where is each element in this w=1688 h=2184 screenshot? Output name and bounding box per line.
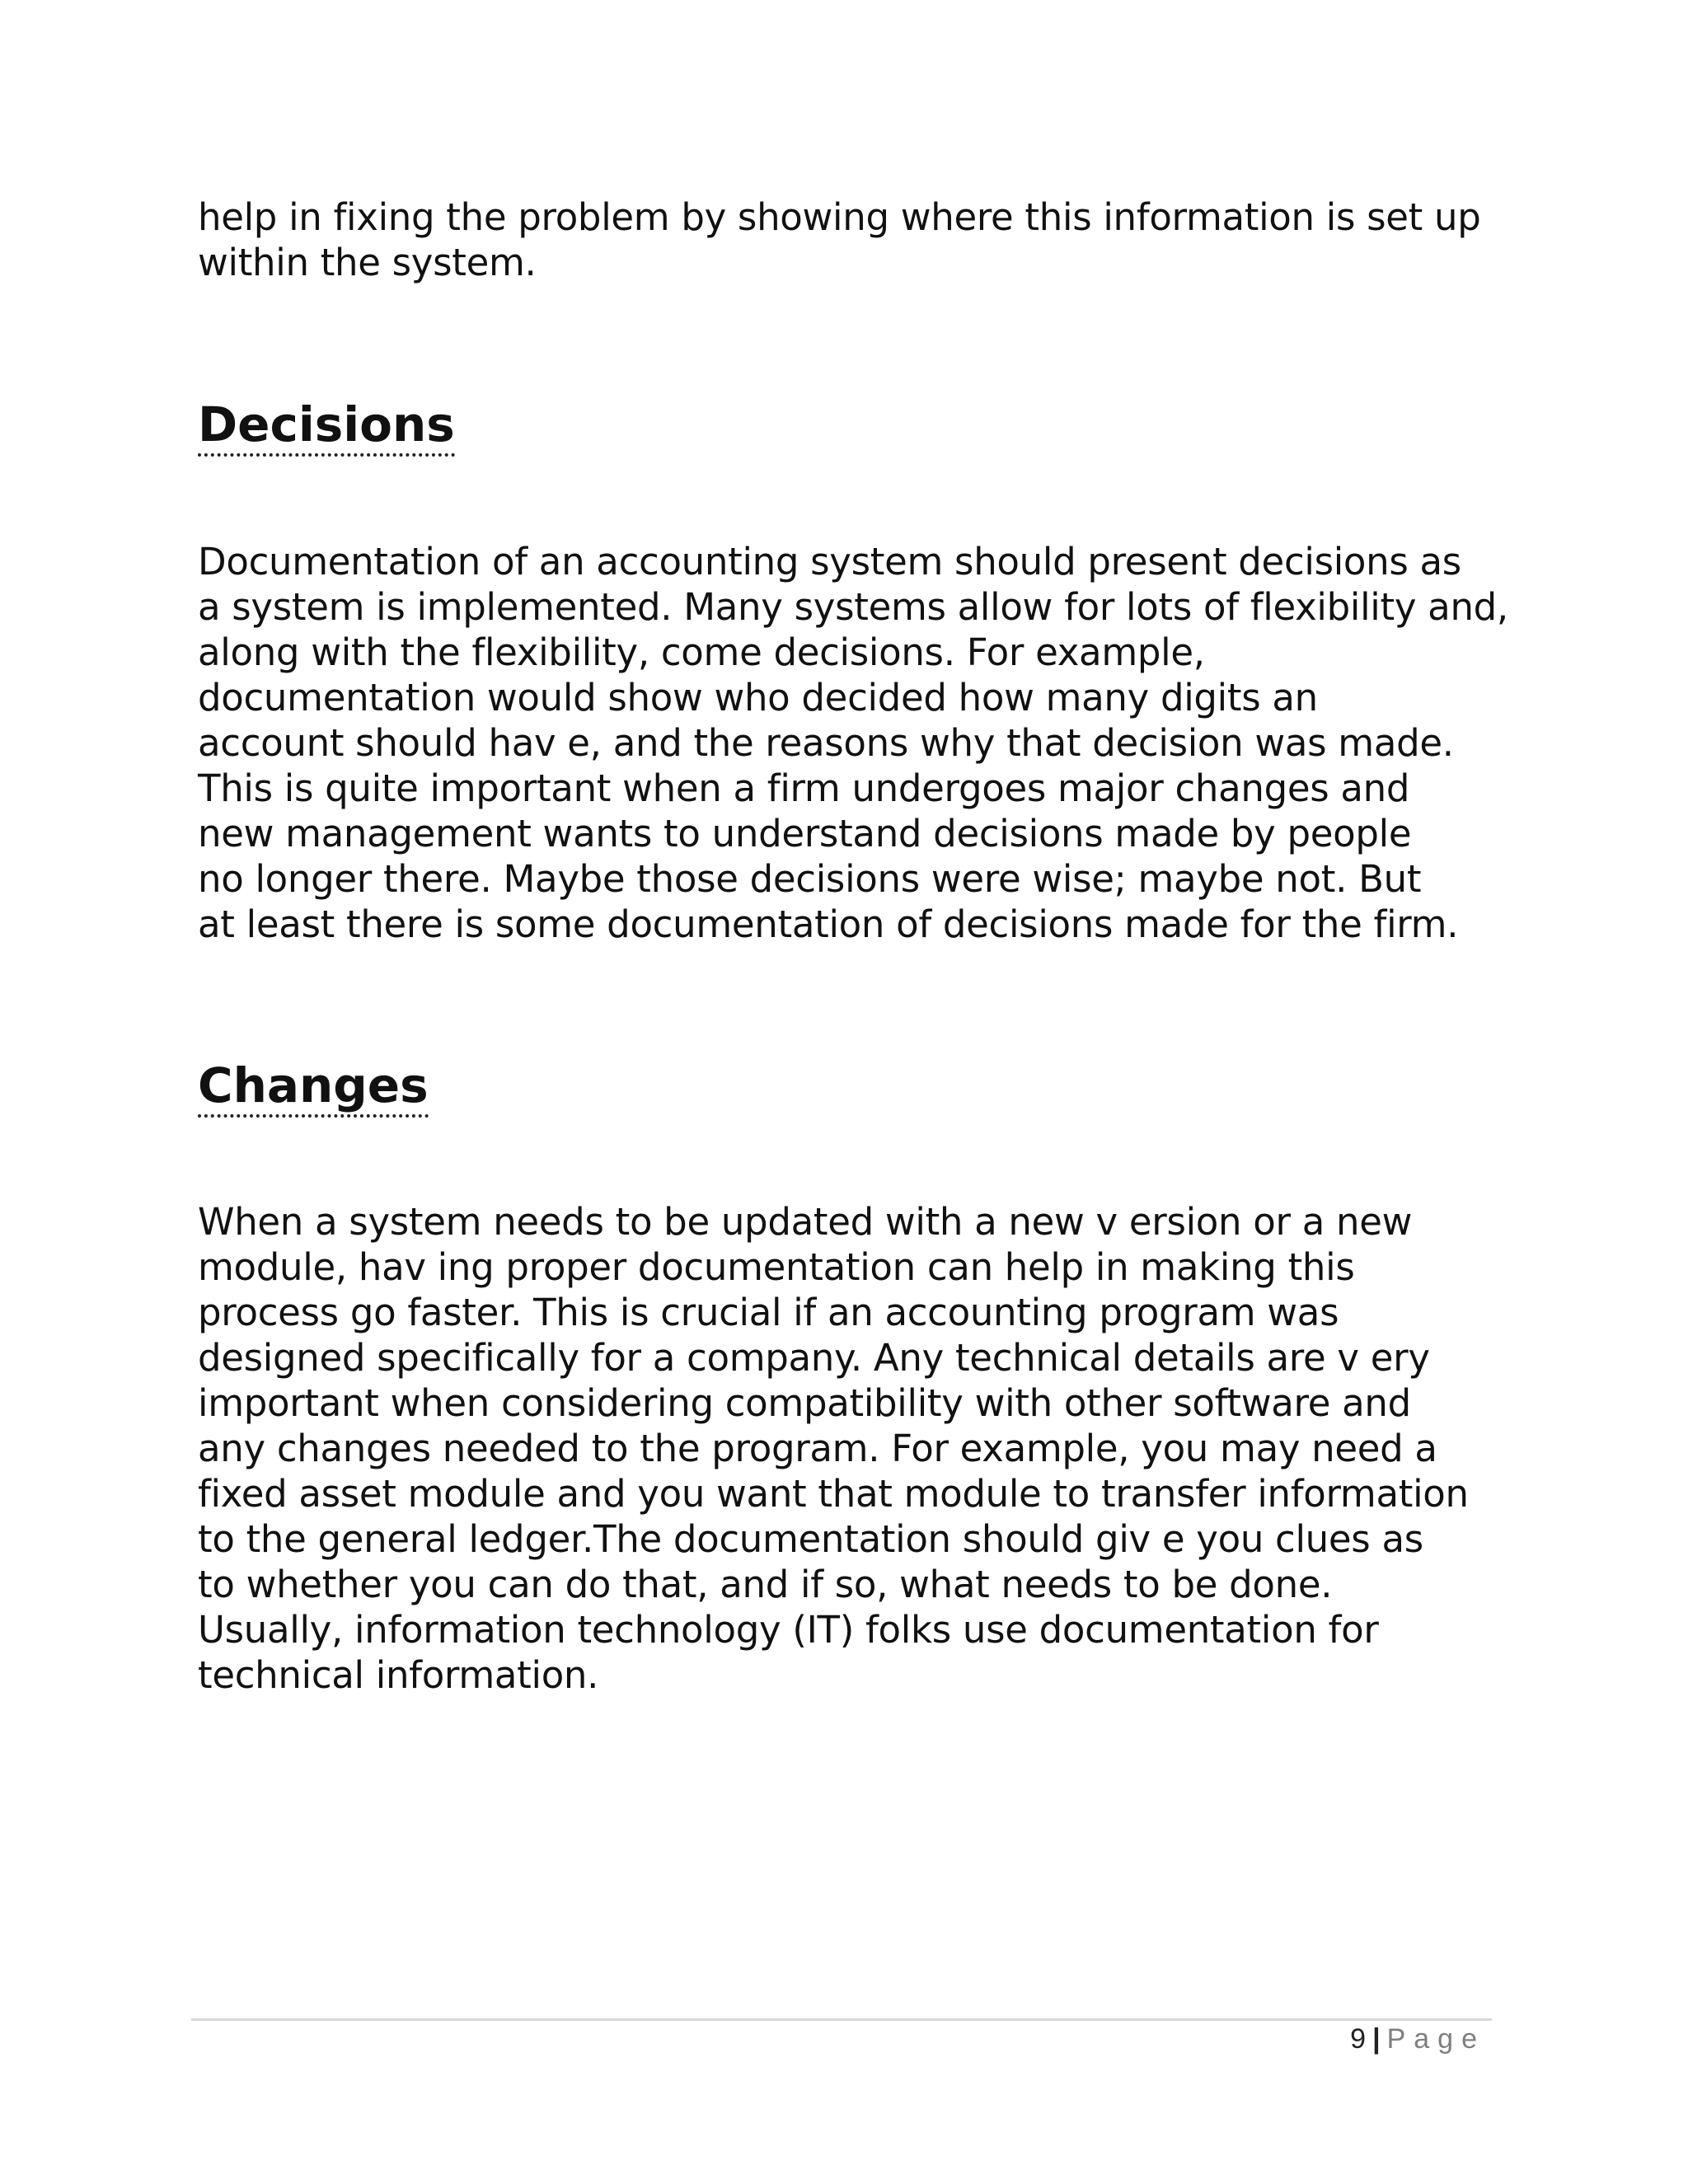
paragraph-line: process go faster. This is crucial if an accounting program was <box>198 1291 1339 1334</box>
paragraph-line: Documentation of an accounting system should present decisions as <box>198 540 1461 583</box>
section-heading-changes: Changes <box>198 1057 429 1118</box>
paragraph-line: account should hav e, and the reasons why that decision was made. <box>198 721 1454 765</box>
paragraph-line: designed specifically for a company. Any technical details are v ery <box>198 1336 1430 1380</box>
paragraph-line: to whether you can do that, and if so, what needs to be done. <box>198 1563 1333 1606</box>
intro-paragraph <box>198 194 1517 285</box>
paragraph-line: important when considering compatibility with other software and <box>198 1381 1411 1425</box>
paragraph-line: documentation would show who decided how many digits an <box>198 676 1318 719</box>
paragraph-line: within the system. <box>198 241 537 284</box>
paragraph-line: new management wants to understand decisions made by people <box>198 812 1412 855</box>
footer-separator: | <box>1372 2023 1381 2055</box>
page-label: Page <box>1386 2023 1485 2055</box>
paragraph-line: at least there is some documentation of decisions made for the firm. <box>198 902 1459 946</box>
paragraph-line: technical information. <box>198 1653 599 1697</box>
page-number: 9 <box>1350 2023 1367 2055</box>
paragraph-line: along with the flexibility, come decisions. For example, <box>198 630 1205 674</box>
paragraph-line: any changes needed to the program. For example, you may need a <box>198 1427 1437 1470</box>
section-heading-decisions: Decisions <box>198 396 455 457</box>
paragraph-line: help in fixing the problem by showing where this information is set up <box>198 195 1481 239</box>
paragraph-line: This is quite important when a firm undergoes major changes and <box>198 766 1410 810</box>
footer-divider <box>191 2018 1492 2021</box>
paragraph-line: When a system needs to be updated with a new v ersion or a new <box>198 1200 1413 1244</box>
page-footer <box>1350 2022 1485 2055</box>
paragraph-line: to the general ledger.The documentation should giv e you clues as <box>198 1517 1423 1561</box>
decisions-paragraph <box>198 539 1517 947</box>
paragraph-line: no longer there. Maybe those decisions were wise; maybe not. But <box>198 857 1422 901</box>
paragraph-line: fixed asset module and you want that module to transfer information <box>198 1472 1469 1516</box>
changes-paragraph <box>198 1199 1517 1698</box>
paragraph-line: Usually, information technology (IT) folks use documentation for <box>198 1608 1379 1652</box>
paragraph-line: a system is implemented. Many systems allow for lots of flexibility and, <box>198 585 1508 629</box>
paragraph-line: module, hav ing proper documentation can help in making this <box>198 1245 1355 1289</box>
